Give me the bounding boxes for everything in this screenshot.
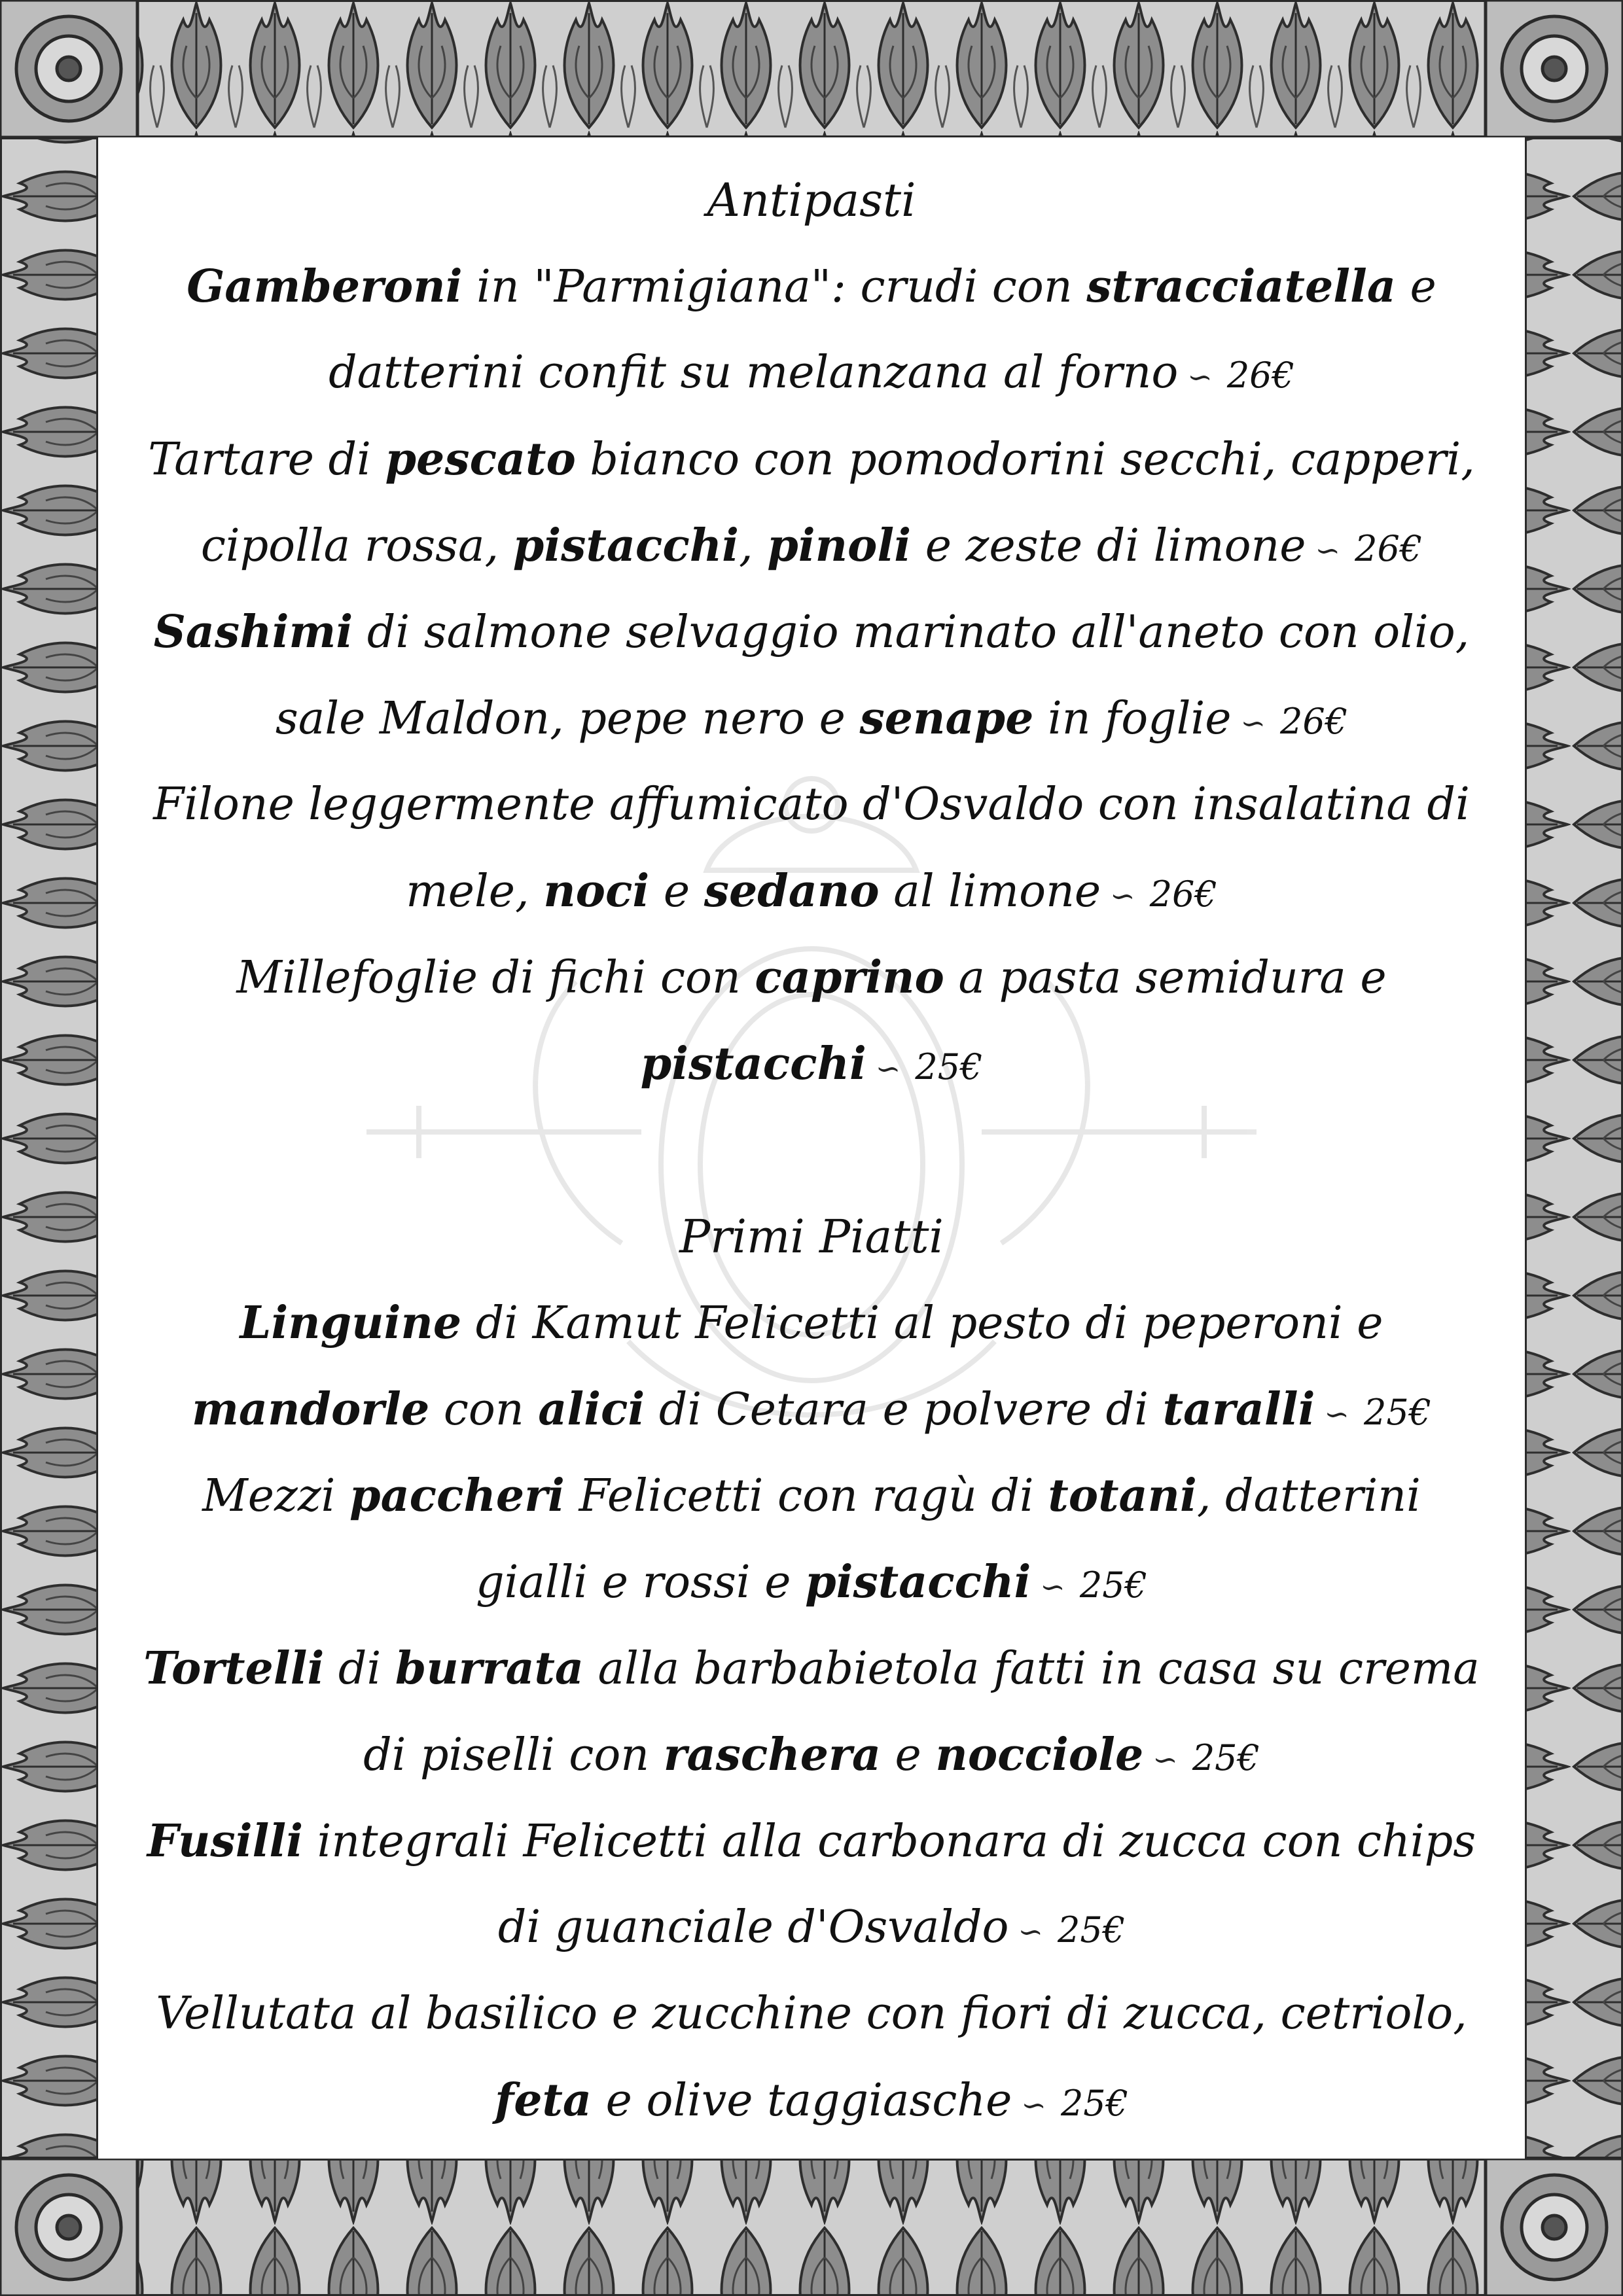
dish-text: , (739, 520, 768, 572)
dish-ingredient-bold: nocciole (935, 1729, 1144, 1781)
menu-dish (111, 1798, 1512, 1971)
dish-ingredient-bold: paccheri (349, 1470, 565, 1522)
dish-ingredient-bold: sedano (704, 865, 880, 917)
dish-text: , datterini (1196, 1470, 1421, 1522)
flourish-icon: ∽ (1152, 1742, 1178, 1777)
dish-text: in "Parmigiana": crudi con (462, 261, 1087, 313)
dish-ingredient-bold: mandorle (191, 1383, 430, 1436)
menu-dish (111, 1971, 1512, 2144)
menu-dish (111, 589, 1512, 762)
dish-price: 25€ (1058, 1909, 1126, 1951)
dish-line (111, 243, 1512, 330)
dish-text: alla barbabietola fatti in casa su crema (583, 1643, 1480, 1695)
dish-ingredient-bold: Linguine (240, 1297, 462, 1349)
dish-price: 26€ (1149, 874, 1217, 915)
dish-line (111, 1884, 1512, 1971)
dish-ingredient-bold: senape (859, 692, 1034, 745)
dish-text: Millefoglie di fichi con (236, 952, 755, 1004)
dish-text: di salmone selvaggio marinato all'aneto con olio, (353, 607, 1470, 658)
menu-content (111, 157, 1512, 2127)
dish-text: Mezzi (202, 1470, 350, 1522)
menu-dish (111, 1453, 1512, 1625)
dish-price: 26€ (1355, 528, 1423, 569)
dish-text: in foglie (1033, 693, 1232, 745)
dish-text: integrali Felicetti alla carbonara di zucca con chips (303, 1816, 1476, 1867)
dish-line (111, 2057, 1512, 2144)
dish-ingredient-bold: pinoli (767, 520, 912, 572)
menu-section (111, 1193, 1512, 2144)
flourish-icon: ∽ (1187, 359, 1213, 395)
dish-ingredient-bold: stracciatella (1086, 260, 1396, 313)
dish-price: 25€ (1060, 2083, 1129, 2124)
flourish-icon: ∽ (1040, 1569, 1065, 1604)
dish-ingredient-bold: burrata (395, 1642, 584, 1695)
dish-text: Felicetti con ragù di (564, 1470, 1048, 1522)
dish-text: datterini confit su melanzana al forno (329, 347, 1179, 398)
dish-line (111, 675, 1512, 762)
dish-text: cipolla rossa, (200, 520, 513, 572)
dish-line (111, 330, 1512, 416)
menu-dish (111, 934, 1512, 1107)
flourish-icon: ∽ (1315, 533, 1341, 568)
dish-ingredient-bold: noci (543, 865, 650, 917)
dish-text: e (880, 1729, 936, 1781)
dish-price: 25€ (1363, 1392, 1432, 1433)
dish-text: Filone leggermente affumicato d'Osvaldo con insalatina di (153, 779, 1470, 830)
menu-dish (111, 762, 1512, 934)
dish-text: Vellutata al basilico e zucchine con fiori di zucca, cetriolo, (156, 1988, 1467, 2040)
section-gap (111, 1107, 1512, 1193)
dish-text: con (429, 1384, 539, 1436)
dish-price: 26€ (1280, 701, 1348, 742)
dish-text: e (649, 866, 704, 917)
dish-ingredient-bold: pescato (385, 433, 576, 486)
menu-section (111, 157, 1512, 1107)
dish-line (111, 1625, 1512, 1712)
dish-ingredient-bold: taralli (1162, 1383, 1315, 1436)
dish-text: e (1395, 261, 1436, 313)
dish-text: a pasta semidura e (944, 952, 1387, 1004)
dish-text: e zeste di limone (911, 520, 1306, 572)
dish-text: di (324, 1643, 395, 1695)
dish-line (111, 762, 1512, 848)
menu-dish (111, 416, 1512, 589)
dish-line (111, 1971, 1512, 2057)
dish-price: 25€ (1079, 1564, 1147, 1606)
flourish-icon: ∽ (1110, 878, 1135, 913)
dish-ingredient-bold: pistacchi (640, 1038, 866, 1090)
flourish-icon: ∽ (875, 1051, 901, 1086)
corner-rosette-tr (1486, 0, 1623, 137)
dish-line (111, 1539, 1512, 1625)
dish-line (111, 1366, 1512, 1453)
dish-text: sale Maldon, pepe nero e (275, 693, 860, 745)
section-title: Antipasti (707, 173, 916, 227)
dish-line (111, 1280, 1512, 1366)
dish-line (111, 1453, 1512, 1539)
dish-text: bianco con pomodorini secchi, capperi, (575, 434, 1475, 486)
dish-ingredient-bold: totani (1048, 1470, 1197, 1522)
dish-line (111, 416, 1512, 503)
dish-line (111, 934, 1512, 1021)
corner-rosette-bl (0, 2159, 137, 2296)
dish-text: mele, (406, 866, 544, 917)
dish-ingredient-bold: raschera (663, 1729, 881, 1781)
dish-ingredient-bold: alici (538, 1383, 645, 1436)
dish-ingredient-bold: feta (494, 2074, 592, 2127)
flourish-icon: ∽ (1240, 705, 1266, 741)
dish-line (111, 503, 1512, 589)
dish-line (111, 1798, 1512, 1884)
dish-ingredient-bold: pistacchi (805, 1556, 1031, 1608)
flourish-icon: ∽ (1324, 1396, 1349, 1432)
dish-text: di Kamut Felicetti al pesto di peperoni e (461, 1298, 1383, 1349)
dish-ingredient-bold: pistacchi (512, 520, 739, 572)
dish-ingredient-bold: Gamberoni (187, 260, 463, 313)
dish-line (111, 848, 1512, 934)
dish-ingredient-bold: Sashimi (153, 606, 353, 658)
flourish-icon: ∽ (1021, 2087, 1046, 2123)
dish-ingredient-bold: caprino (755, 951, 944, 1004)
dish-text: di piselli con (363, 1729, 664, 1781)
dish-text: Tartare di (148, 434, 385, 486)
dish-text: e olive taggiasche (591, 2075, 1012, 2127)
dish-line (111, 1021, 1512, 1107)
dish-line (111, 589, 1512, 675)
dish-ingredient-bold: Tortelli (143, 1642, 325, 1695)
dish-text: al limone (879, 866, 1101, 917)
dish-price: 26€ (1226, 355, 1294, 396)
dish-line (111, 1712, 1512, 1798)
flourish-icon: ∽ (1018, 1914, 1044, 1949)
dish-text: di guanciale d'Osvaldo (497, 1901, 1009, 1953)
dish-text: di Cetara e polvere di (645, 1384, 1163, 1436)
menu-dish (111, 243, 1512, 416)
dish-ingredient-bold: Fusilli (147, 1815, 304, 1867)
section-title: Primi Piatti (679, 1210, 944, 1263)
dish-price: 25€ (1192, 1737, 1260, 1778)
dish-text: gialli e rossi e (476, 1557, 806, 1608)
menu-dish (111, 1280, 1512, 1453)
menu-dish (111, 1625, 1512, 1798)
corner-rosette-tl (0, 0, 137, 137)
corner-rosette-br (1486, 2159, 1623, 2296)
dish-price: 25€ (915, 1046, 983, 1087)
